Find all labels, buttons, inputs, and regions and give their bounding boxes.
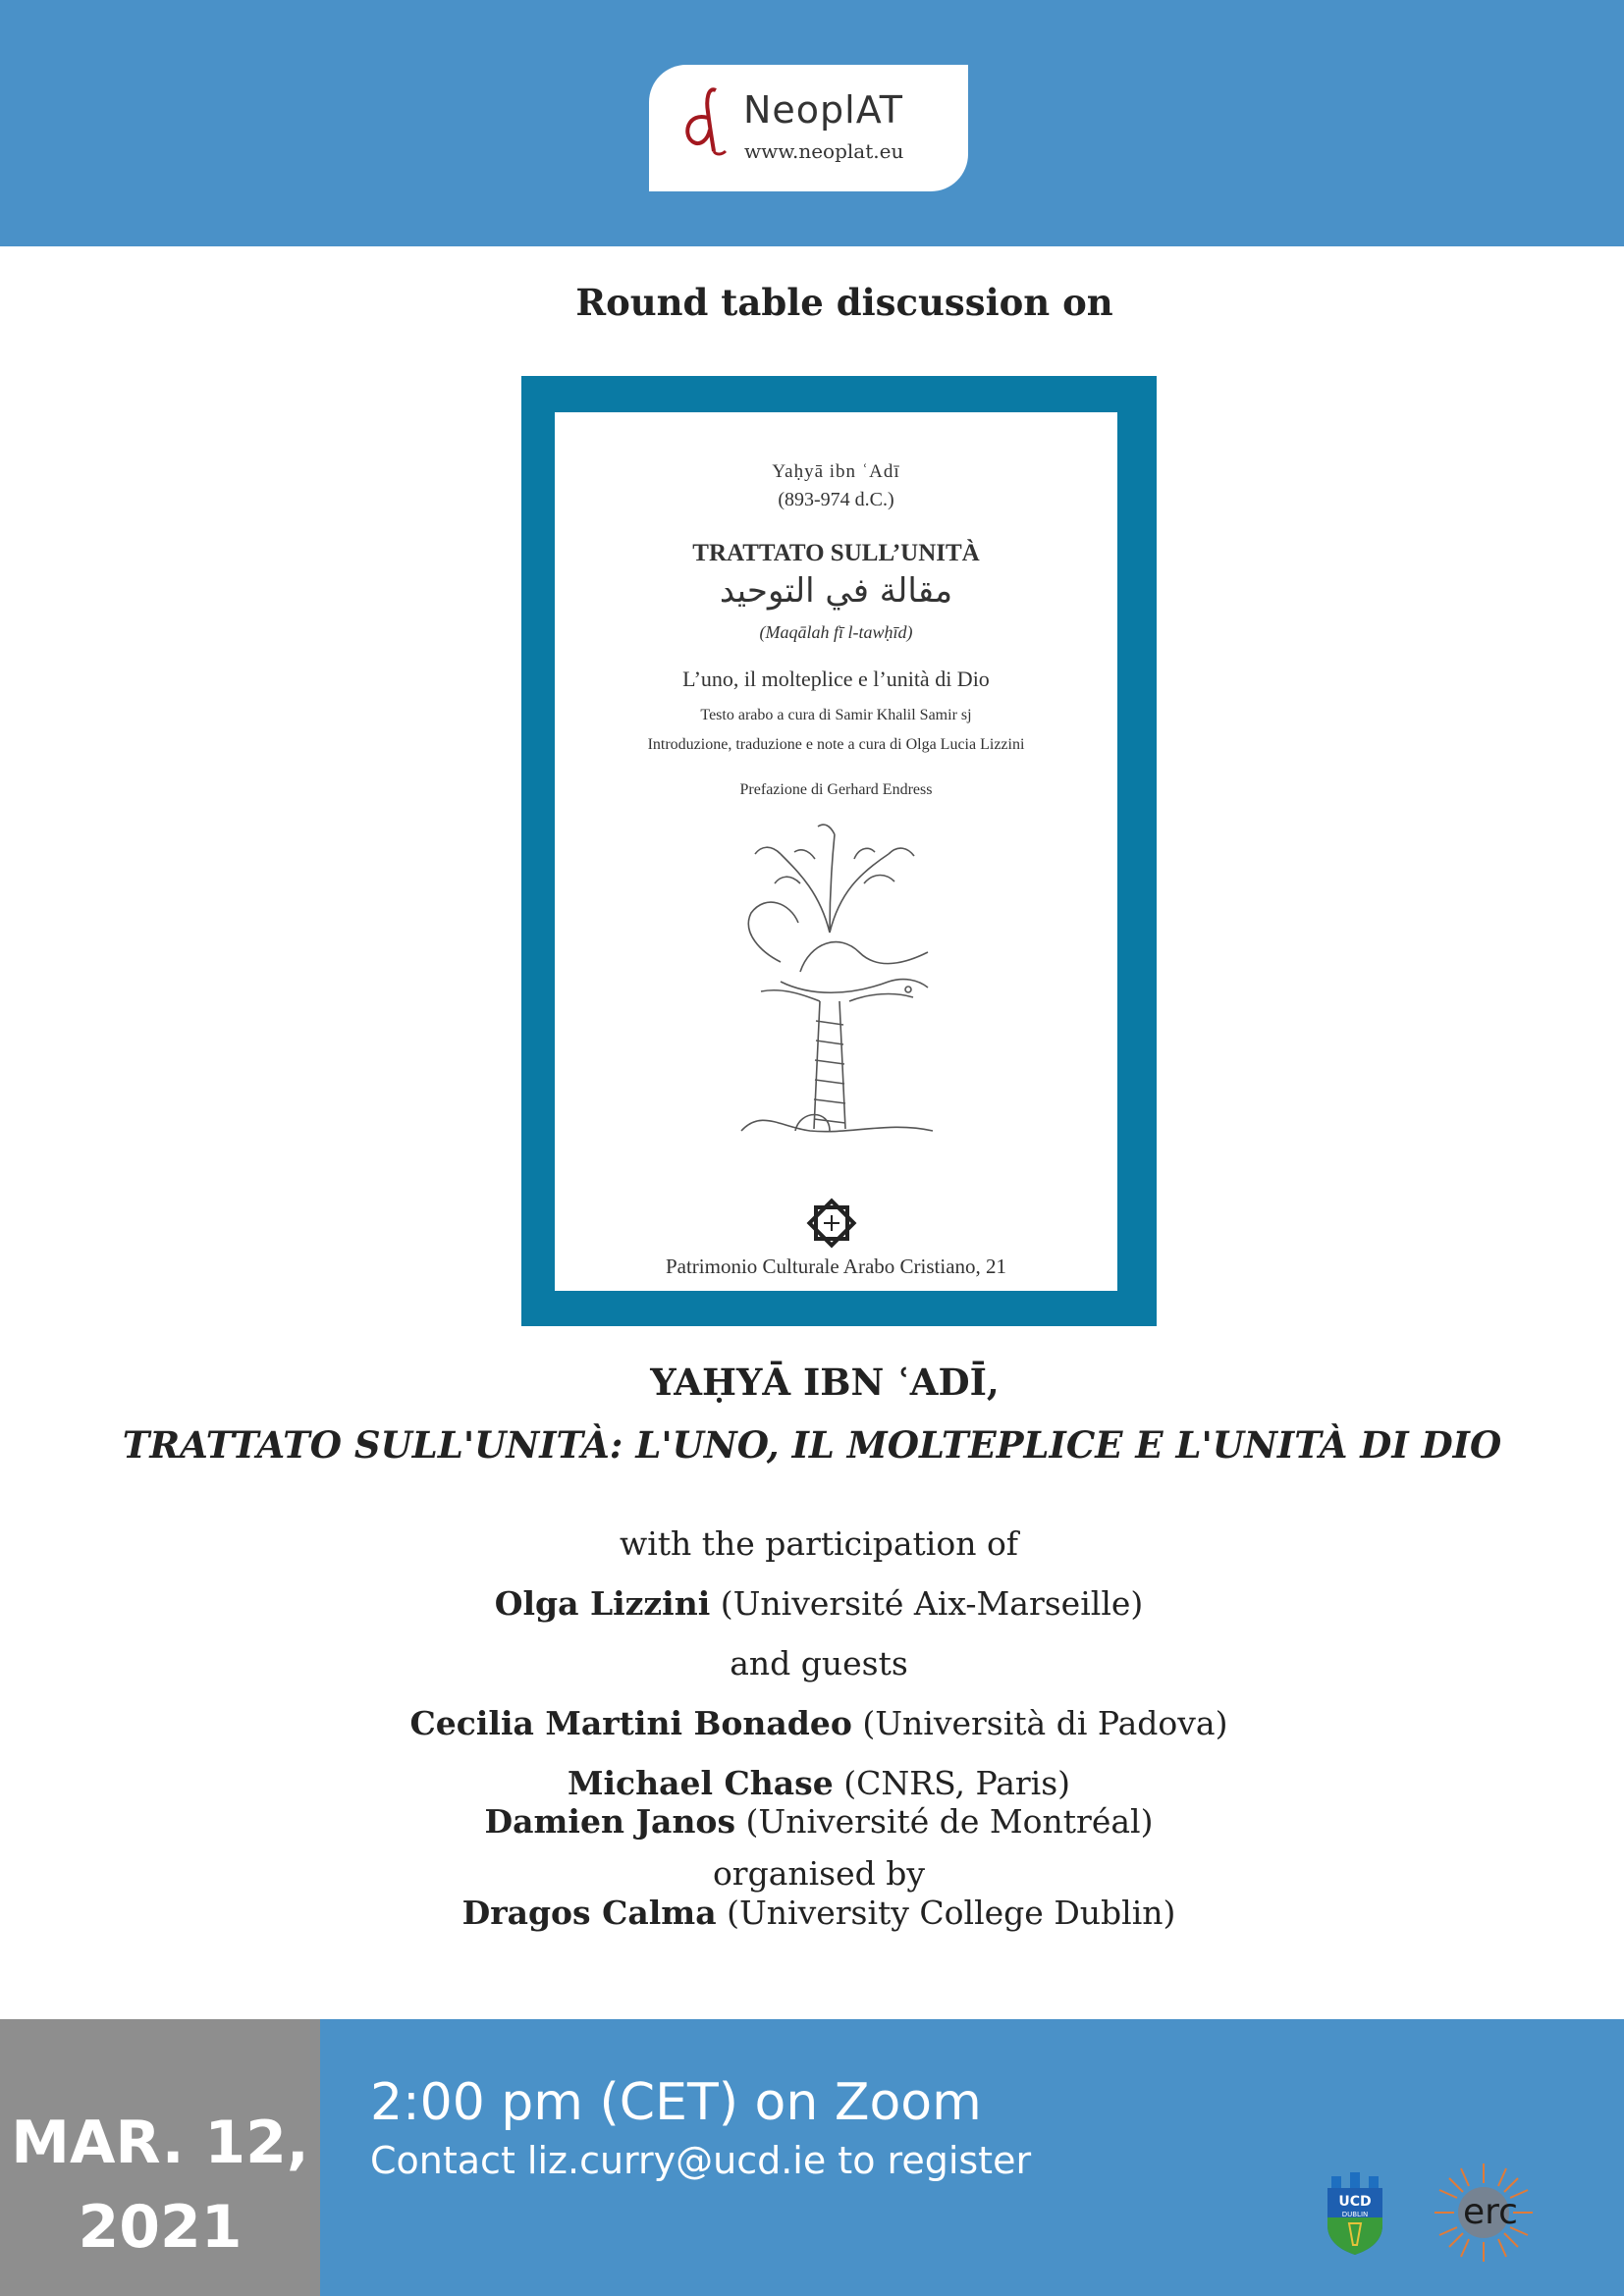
book-cover-page [555, 412, 1117, 1291]
cover-dates: (893-974 d.C.) [778, 489, 894, 510]
guest-affiliation: (Université de Montréal) [735, 1802, 1154, 1841]
tree-illustration [722, 815, 947, 1139]
guest-affiliation: (CNRS, Paris) [833, 1764, 1071, 1802]
guests-intro: and guests [730, 1644, 908, 1682]
event-title-work: TRATTATO SULL'UNITÀ: L'UNO, IL MOLTEPLICE E L'UNITÀ DI DIO [122, 1423, 1502, 1467]
cover-transliteration: (Maqālah fī l-tawḥīd) [759, 622, 913, 642]
guest-line [0, 1764, 1624, 1802]
organiser-line [0, 1894, 1624, 1932]
guest-name: Damien Janos [484, 1802, 736, 1841]
ucd-crest-icon [1324, 2168, 1386, 2255]
cover-subtitle: L’uno, il molteplice e l’unità di Dio [682, 667, 990, 691]
organiser-affiliation: (University College Dublin) [716, 1894, 1176, 1932]
speaker-line [0, 1584, 1624, 1623]
event-date-day: MAR. 12, [11, 2109, 309, 2177]
cover-title: TRATTATO SULL’UNITÀ [692, 540, 980, 566]
series-emblem-icon [804, 1196, 859, 1251]
cover-preface: Prefazione di Gerhard Endress [739, 781, 933, 798]
ucd-text: UCD [1338, 2194, 1372, 2210]
neoplat-logo[interactable] [649, 65, 968, 191]
event-title-author: YAḤYĀ IBN ʿADĪ, [650, 1361, 1000, 1404]
logo-name: NeoplAT [743, 88, 903, 132]
erc-text: erc [1463, 2192, 1518, 2232]
guest-name: Cecilia Martini Bonadeo [409, 1704, 852, 1742]
guest-name: Michael Chase [567, 1764, 834, 1802]
guest-line [0, 1704, 1624, 1742]
event-date [0, 2019, 320, 2296]
erc-logo-icon [1430, 2159, 1538, 2267]
participation-intro: with the participation of [619, 1524, 1019, 1563]
guest-line [0, 1802, 1624, 1841]
event-date-year: 2021 [78, 2193, 243, 2262]
info-band [320, 2019, 1624, 2296]
intro-heading: Round table discussion on [575, 281, 1113, 324]
contact-info[interactable]: Contact liz.curry@ucd.ie to register [370, 2139, 1032, 2182]
speaker-name: Olga Lizzini [494, 1584, 711, 1623]
cover-credit-editor: Testo arabo a cura di Samir Khalil Samir sj [700, 707, 972, 723]
header-band [0, 0, 1624, 246]
guest-affiliation: (Università di Padova) [851, 1704, 1228, 1742]
neoplat-logo-icon [678, 82, 733, 165]
organiser-name: Dragos Calma [461, 1894, 717, 1932]
cover-author: Yaḥyā ibn ʿAdī [772, 461, 900, 482]
ucd-subtext: DUBLIN [1341, 2211, 1369, 2218]
cover-arabic-title: مقالة في التوحيد [719, 571, 953, 611]
organiser-intro: organised by [712, 1854, 926, 1893]
logo-url[interactable]: www.neoplat.eu [744, 139, 904, 163]
book-cover [521, 376, 1157, 1326]
speaker-affiliation: (Université Aix-Marseille) [710, 1584, 1144, 1623]
event-time: 2:00 pm (CET) on Zoom [370, 2073, 982, 2132]
cover-credit-translator: Introduzione, traduzione e note a cura di Olga Lucia Lizzini [647, 736, 1025, 753]
cover-series: Patrimonio Culturale Arabo Cristiano, 21 [665, 1255, 1007, 1278]
